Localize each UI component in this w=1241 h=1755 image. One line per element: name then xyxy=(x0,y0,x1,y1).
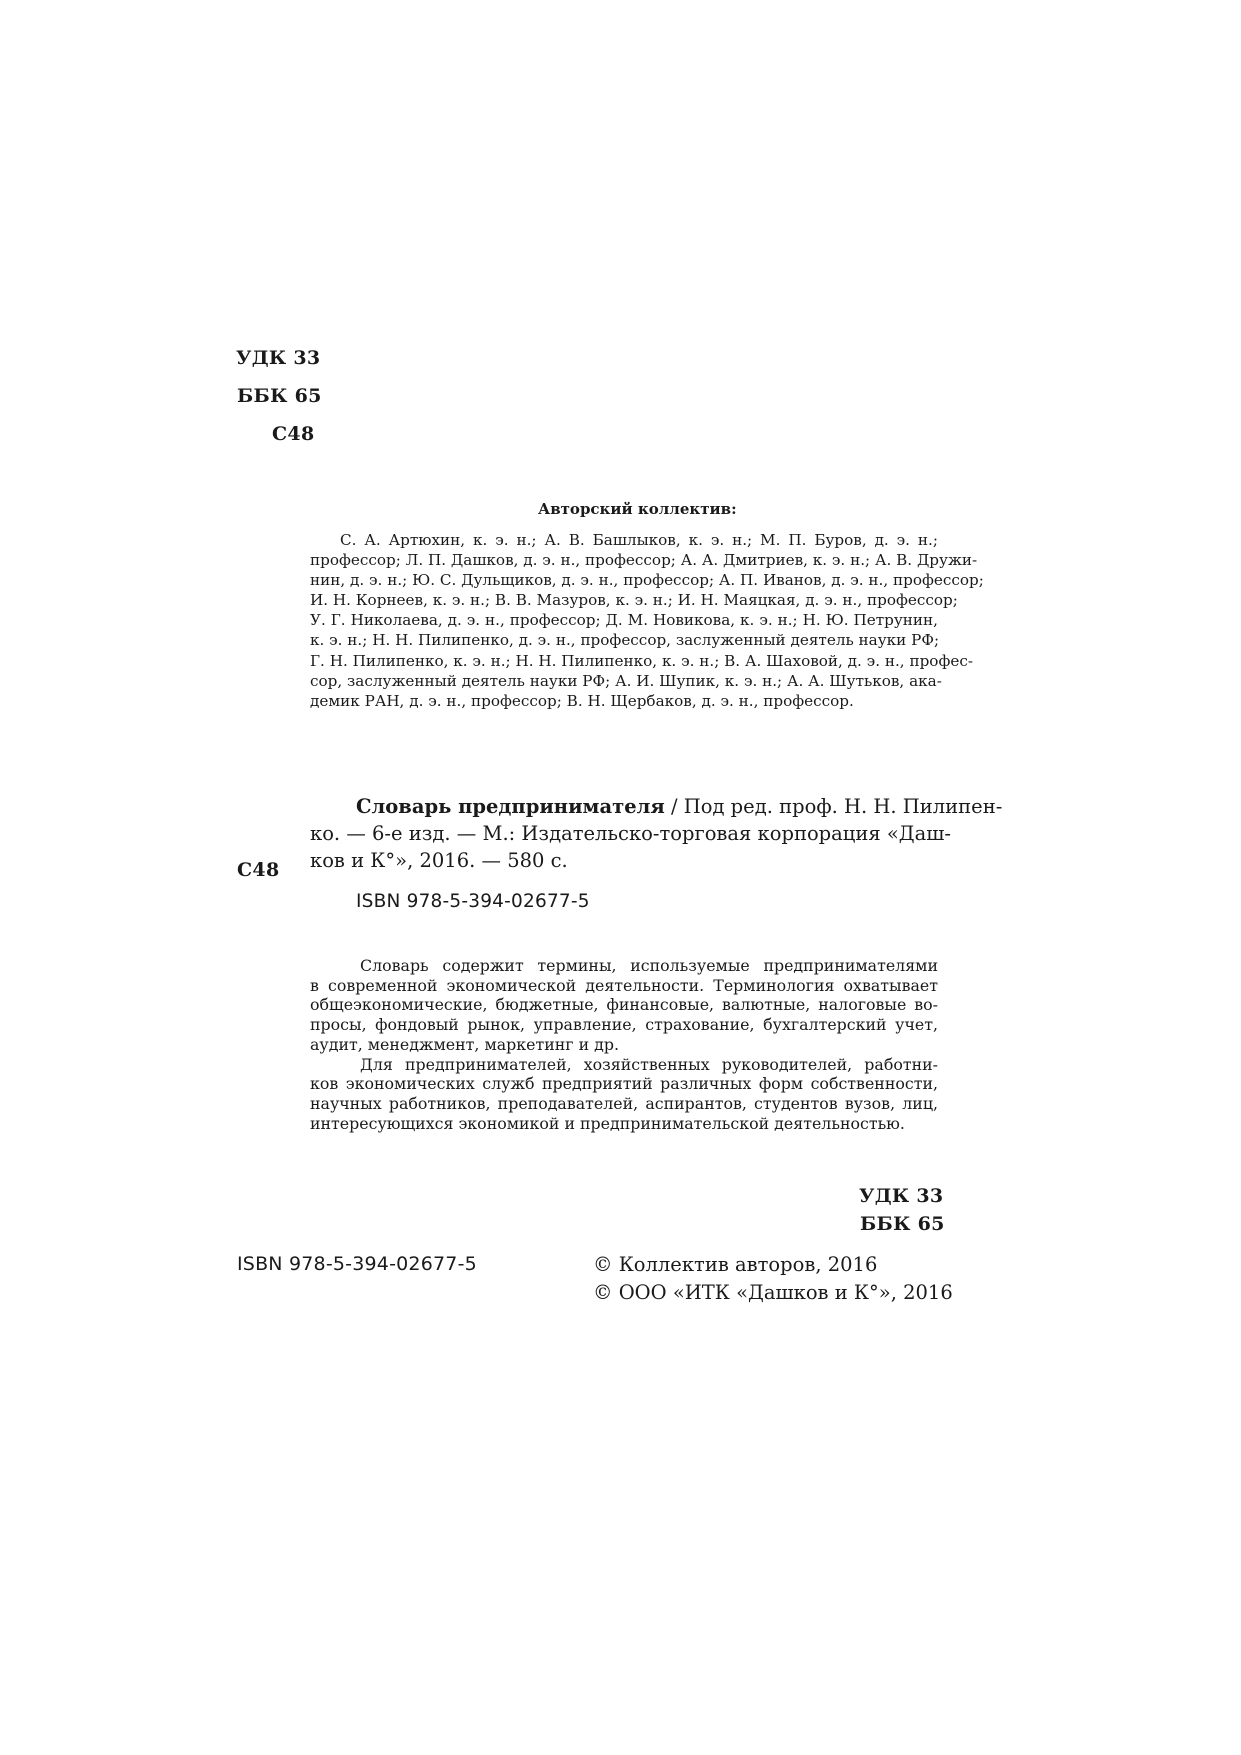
biblio-line-1 xyxy=(310,793,1003,820)
authors-title: Авторский коллектив: xyxy=(538,500,737,518)
authors-line: профессор; Л. П. Дашков, д. э. н., профессор; А. А. Дмитриев, к. э. н.; А. В. Дружи- xyxy=(310,551,978,570)
authors-line: к. э. н.; Н. Н. Пилипенко, д. э. н., профессор, заслуженный деятель науки РФ; xyxy=(310,631,940,650)
isbn-footer: ISBN 978-5-394-02677-5 xyxy=(237,1253,477,1275)
annotation xyxy=(310,956,938,1133)
udk-code-top: УДК 33 xyxy=(236,347,321,369)
authors-line: нин, д. э. н.; Ю. С. Дульщиков, д. э. н., профессор; А. П. Иванов, д. э. н., профессор; xyxy=(310,571,984,590)
annotation-line: ков экономических служб предприятий различных форм собственности, xyxy=(310,1074,938,1094)
biblio-line-3: ков и К°», 2016. — 580 с. xyxy=(310,849,568,872)
annotation-line: научных работников, преподавателей, аспирантов, студентов вузов, лиц, xyxy=(310,1093,938,1113)
isbn-biblio: ISBN 978-5-394-02677-5 xyxy=(356,891,590,912)
authors-line: сор, заслуженный деятель науки РФ; А. И. Шупик, к. э. н.; А. А. Шутьков, ака- xyxy=(310,671,942,690)
book-title: Словарь предпринимателя xyxy=(356,795,665,818)
author-mark-biblio: С48 xyxy=(237,859,280,881)
authors-line: С. А. Артюхин, к. э. н.; А. В. Башлыков, к. э. н.; М. П. Буров, д. э. н.; xyxy=(340,531,938,549)
annotation-line: общеэкономические, бюджетные, финансовые, валютные, налоговые во- xyxy=(310,995,938,1015)
copyright-publisher: © ООО «ИТК «Дашков и К°», 2016 xyxy=(593,1281,953,1304)
bbk-code-bottom: ББК 65 xyxy=(860,1213,945,1235)
annotation-line: Словарь содержит термины, используемые предпринимателями xyxy=(360,956,938,975)
annotation-line: аудит, менеджмент, маркетинг и др. xyxy=(310,1034,620,1054)
authors-line: демик РАН, д. э. н., профессор; В. Н. Щербаков, д. э. н., профессор. xyxy=(310,691,854,710)
annotation-line: в современной экономической деятельности. Терминология охватывает xyxy=(310,975,938,995)
annotation-line: просы, фондовый рынок, управление, страхование, бухгалтерский учет, xyxy=(310,1015,938,1035)
copyright-authors: © Коллектив авторов, 2016 xyxy=(593,1253,878,1276)
biblio-line-2: ко. — 6-е изд. — М.: Издательско-торговая корпорация «Даш- xyxy=(310,822,951,845)
bbk-code-top: ББК 65 xyxy=(237,385,322,407)
authors-line: У. Г. Николаева, д. э. н., профессор; Д. М. Новикова, к. э. н.; Н. Ю. Петрунин, xyxy=(310,611,938,630)
udk-code-bottom: УДК 33 xyxy=(859,1185,944,1207)
biblio-editor: / Под ред. проф. Н. Н. Пилипен- xyxy=(664,795,1003,818)
annotation-line: интересующихся экономикой и предпринимательской деятельностью. xyxy=(310,1113,905,1133)
annotation-line: Для предпринимателей, хозяйственных руководителей, работни- xyxy=(360,1054,938,1074)
authors-line: И. Н. Корнеев, к. э. н.; В. В. Мазуров, к. э. н.; И. Н. Маяцкая, д. э. н., профессор; xyxy=(310,591,958,610)
bibliographic-record xyxy=(310,793,1003,874)
author-mark-top: С48 xyxy=(272,423,315,445)
authors-line: Г. Н. Пилипенко, к. э. н.; Н. Н. Пилипенко, к. э. н.; В. А. Шаховой, д. э. н., профес- xyxy=(310,651,973,670)
authors-list xyxy=(310,530,984,711)
